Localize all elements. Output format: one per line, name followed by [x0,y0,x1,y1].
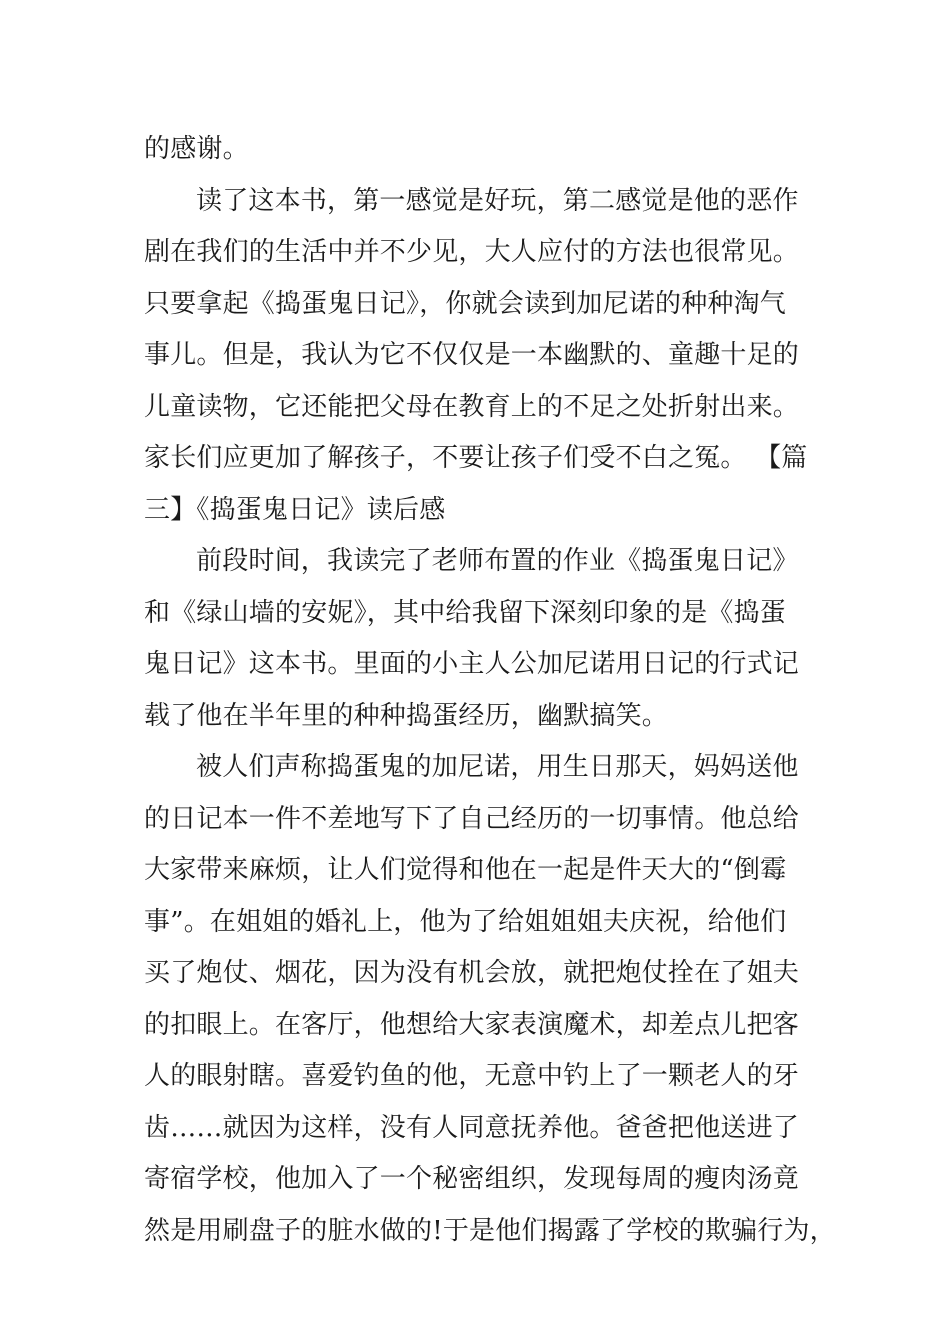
body-text [144,124,836,1257]
text-line: 的感谢。 [144,134,249,164]
text-line: 的日记本一件不差地写下了自己经历的一切事情。他总给 [144,803,800,834]
section-heading-line: 三】《捣蛋鬼日记》读后感 [144,494,446,525]
text-line: 儿童读物，它还能把父母在教育上的不足之处折射出来。 [144,391,800,422]
text-line: 的扣眼上。在客厅，他想给大家表演魔术，却差点儿把客 [144,1009,800,1040]
text-line: 寄宿学校，他加入了一个秘密组织，发现每周的瘦肉汤竟 [144,1164,800,1194]
text-line: 家长们应更加了解孩子，不要让孩子们受不白之冤。 【篇 [144,443,808,473]
text-line: 被人们声称捣蛋鬼的加尼诺，用生日那天，妈妈送他 [196,752,799,782]
text-line: 和《绿山墙的安妮》，其中给我留下深刻印象的是《捣蛋 [144,597,787,628]
text-line: 买了炮仗、烟花，因为没有机会放，就把炮仗拴在了姐夫 [144,958,800,988]
text-line: 载了他在半年里的种种捣蛋经历，幽默搞笑。 [144,700,669,731]
text-line: 读了这本书，第一感觉是好玩，第二感觉是他的恶作 [196,185,799,216]
text-line: 只要拿起《捣蛋鬼日记》，你就会读到加尼诺的种种淘气 [144,288,787,319]
text-line: 前段时间，我读完了老师布置的作业《捣蛋鬼日记》 [196,546,799,576]
text-line: 然是用刷盘子的脏水做的!于是他们揭露了学校的欺骗行为， [144,1215,836,1246]
text-line: 人的眼射瞎。喜爱钓鱼的他，无意中钓上了一颗老人的牙 [144,1061,800,1091]
text-line: 事”。在姐姐的婚礼上，他为了给姐姐姐夫庆祝，给他们 [144,906,787,937]
text-line: 剧在我们的生活中并不少见，大人应付的方法也很常见。 [144,237,800,267]
text-line: 大家带来麻烦，让人们觉得和他在一起是件天大的“倒霉 [144,855,787,885]
text-line: 鬼日记》这本书。里面的小主人公加尼诺用日记的行式记 [144,649,800,679]
text-line: 事儿。但是，我认为它不仅仅是一本幽默的、童趣十足的 [144,340,800,370]
text-line: 齿……就因为这样，没有人同意抚养他。爸爸把他送进了 [144,1112,800,1143]
